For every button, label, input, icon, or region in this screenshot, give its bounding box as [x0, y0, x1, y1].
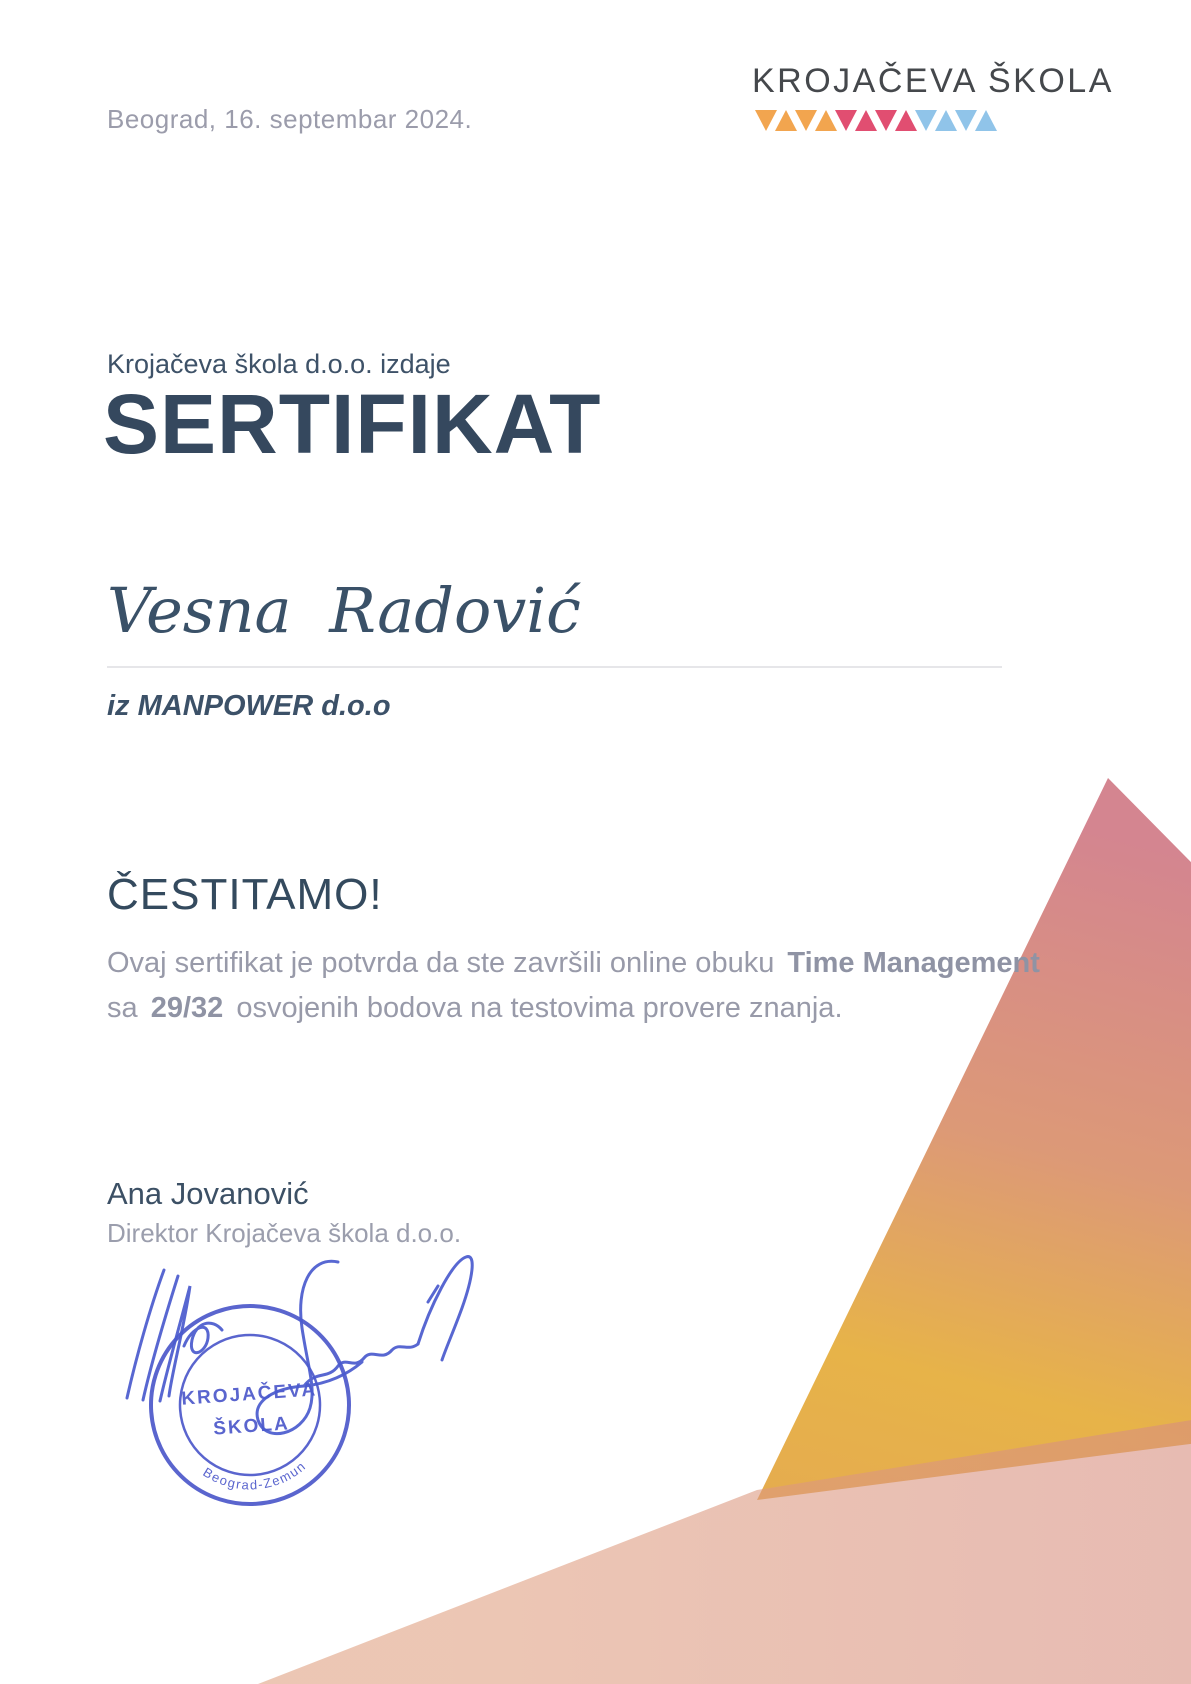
stamp-line1: KROJAČEVA: [180, 1379, 318, 1410]
company-stamp: [144, 1299, 355, 1510]
body-line-1: Ovaj sertifikat je potvrda da ste završili online obuku Time Management: [107, 947, 1040, 979]
course-name: Time Management: [787, 947, 1040, 979]
score-value: 29/32: [150, 992, 224, 1024]
logo-wordmark: KROJAČEVA ŠKOLA: [752, 62, 1114, 100]
certificate-body: [107, 941, 1045, 1031]
congrats-heading: ČESTITAMO!: [107, 870, 383, 919]
recipient-company: iz MANPOWER d.o.o: [107, 690, 391, 722]
stamp-line2: ŠKOLA: [212, 1413, 291, 1440]
stamp-bottom-arc: Beograd-Zemun: [200, 1457, 310, 1493]
recipient-name: Vesna Radović: [107, 574, 581, 647]
logo-triangles-icon: [754, 109, 1000, 132]
name-underline: [107, 666, 1002, 668]
signer-name: Ana Jovanović: [107, 1176, 309, 1211]
body-line-2: sa 29/32 osvojenih bodova na testovima provere znanja.: [107, 992, 843, 1024]
issuer-line: Krojačeva škola d.o.o. izdaje: [107, 349, 451, 379]
signer-title: Direktor Krojačeva škola d.o.o.: [107, 1218, 462, 1248]
certificate-title: SERTIFIKAT: [103, 377, 602, 471]
signature-and-stamp: [100, 1248, 490, 1523]
issue-date: Beograd, 16. septembar 2024.: [107, 104, 473, 134]
